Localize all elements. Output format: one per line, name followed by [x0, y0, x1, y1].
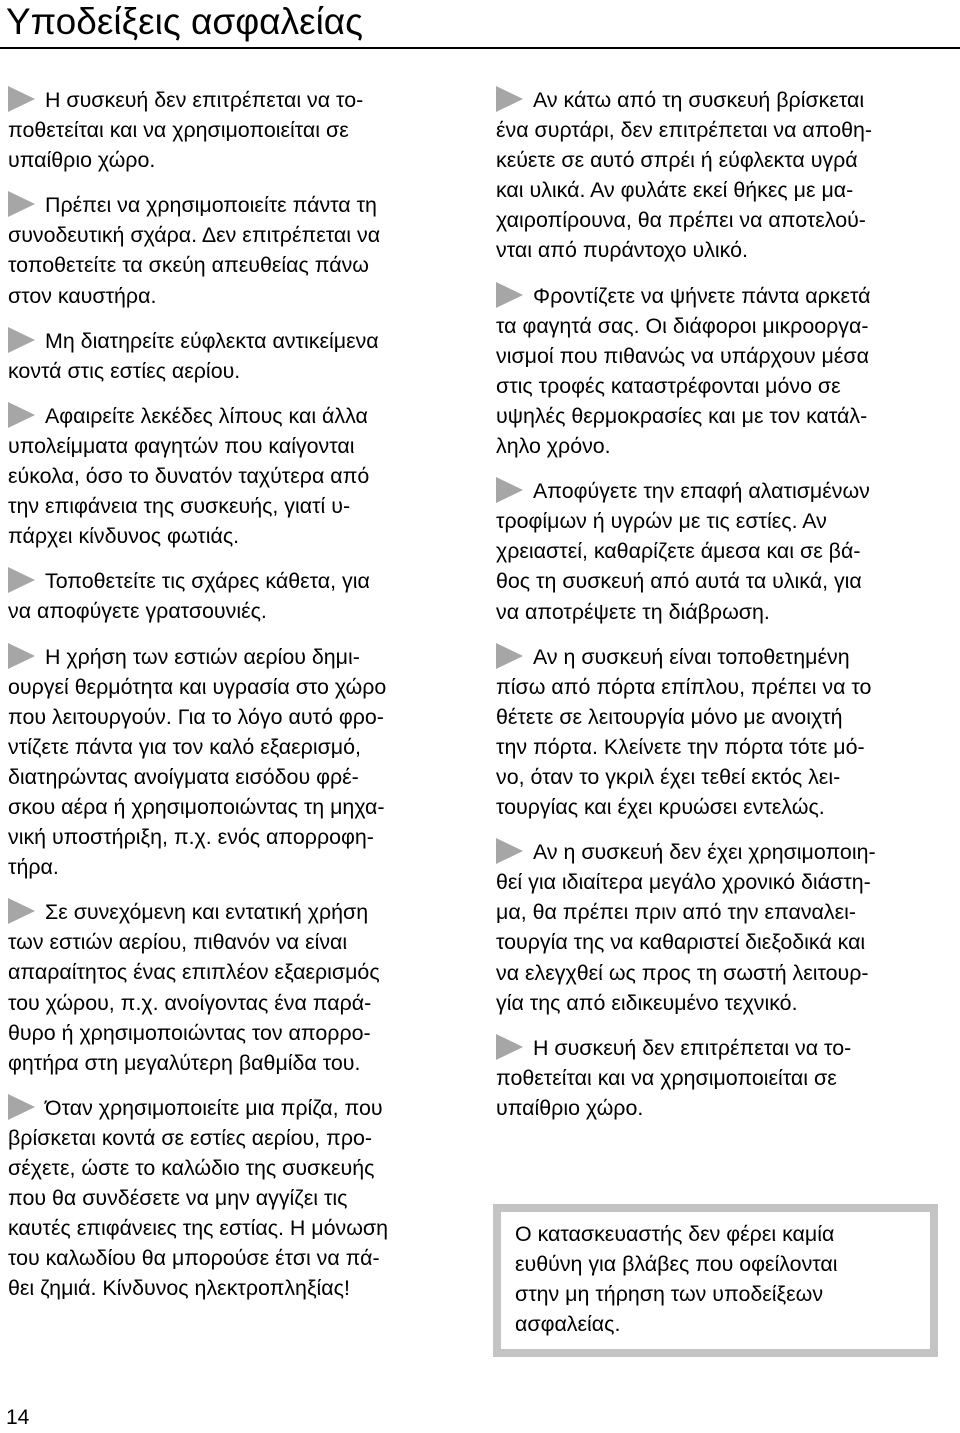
safety-item-text: Αποφύγετε την επαφή αλατισμένων τροφίμων ή υγρών με τις εστίες. Αν χρειαστεί, καθαρίζετε άμεσα και σε βά- θος τη συσκευή από αυτά τα υλικά, για να αποτρέψετε τη διάβρωση. — [496, 479, 870, 624]
safety-item-text: Φροντίζετε να ψήνετε πάντα αρκετά τα φαγητά σας. Οι διάφοροι μικροοργα- νισμοί που πιθανώς να υπάρχουν μέσα στις τροφές καταστρέφονται μόνο σε υψηλές θερμοκρασίες και με τον κατάλ- ληλο χρόνο. — [496, 283, 871, 459]
safety-item-text: Αν η συσκευή είναι τοποθετημένη πίσω από πόρτα επίπλου, πρέπει να το θέτετε σε λειτουργία μόνο με ανοιχτή την πόρτα. Κλείνετε την πόρτα τότε μό- νο, όταν το γκριλ έχει τεθεί εκτός λει- τουργίας και έχει κρυώσει εντελώς. — [496, 644, 872, 820]
manufacturer-liability-note: Ο κατασκευαστής δεν φέρει καμία ευθύνη για βλάβες που οφείλονται στην μη τήρηση των υποδείξεων ασφαλείας. — [493, 1204, 938, 1357]
arrow-right-icon — [8, 1094, 35, 1120]
safety-item-text: Πρέπει να χρησιμοποιείτε πάντα τη συνοδευτική σχάρα. Δεν επιτρέπεται να τοποθετείτε τα σκεύη απευθείας πάνω στον καυστήρα. — [8, 193, 381, 308]
arrow-right-icon — [8, 86, 35, 112]
safety-item-text: Αν κάτω από τη συσκευή βρίσκεται ένα συρτάρι, δεν επιτρέπεται να αποθη- κεύετε σε αυτό σπρέι ή εύφλεκτα υγρά και υλικά. Αν φυλάτε εκεί θήκες με μα- χαιροπίρουνα, θα πρέπει να αποτελού- νται από πυράντοχο υλικό. — [496, 88, 873, 263]
safety-item — [8, 566, 470, 626]
arrow-right-icon — [496, 282, 523, 308]
safety-item — [496, 837, 956, 1018]
safety-item-text: Αφαιρείτε λεκέδες λίπους και άλλα υπολείμματα φαγητών που καίγονται εύκολα, όσο το δυνατόν ταχύτερα από την επιφάνεια της συσκευής, γιατί υ- πάρχει κίνδυνος φωτιάς. — [8, 403, 370, 549]
arrow-right-icon — [496, 477, 523, 503]
safety-item — [8, 1093, 470, 1304]
arrow-right-icon — [8, 643, 35, 669]
safety-item — [8, 190, 470, 310]
safety-item-text: Η συσκευή δεν επιτρέπεται να το- ποθετείται και να χρησιμοποιείται σε υπαίθριο χώρο. — [496, 1035, 852, 1120]
arrow-right-icon — [8, 402, 35, 428]
safety-item-text: Σε συνεχόμενη και εντατική χρήση των εστιών αερίου, πιθανόν να είναι απαραίτητος ένας επιπλέον εξαερισμός του χώρου, π.χ. ανοίγοντας ένα παρά- θυρο ή χρησιμοποιώντας τον απορρο- φητήρα στη μεγαλύτερη βαθμίδα του. — [8, 900, 380, 1075]
safety-item — [496, 1033, 956, 1123]
page-number: 14 — [6, 1406, 30, 1429]
safety-item — [8, 326, 470, 386]
safety-item-text: Τοποθετείτε τις σχάρες κάθετα, για να αποφύγετε γρατσουνιές. — [8, 569, 370, 624]
safety-item-text: Η χρήση των εστιών αερίου δημι- ουργεί θερμότητα και υγρασία στο χώρο που λειτουργούν. Για το λόγο αυτό φρο- ντίζετε πάντα για τον καλό εξαερισμό, διατηρώντας ανοίγματα εισόδου φρέ- σκου αέρα ή χρησιμοποιώντας τη μηχα- νική υποστήριξη, π.χ. ενός απορροφη- τήρα. — [8, 644, 387, 880]
safety-item — [496, 476, 956, 626]
arrow-right-icon — [496, 86, 523, 112]
safety-item-text: Η συσκευή δεν επιτρέπεται να το- ποθετείται και να χρησιμοποιείται σε υπαίθριο χώρο. — [8, 88, 364, 173]
page-title: Υποδείξεις ασφαλείας — [6, 1, 364, 42]
arrow-right-icon — [8, 898, 35, 924]
right-column — [496, 85, 956, 1138]
left-column — [8, 85, 470, 1318]
safety-item-text: Όταν χρησιμοποιείτε μια πρίζα, που βρίσκεται κοντά σε εστίες αερίου, προ- σέχετε, ώστε το καλώδιο της συσκευής που θα συνδέσετε να μην αγγίζει τις καυτές επιφάνειες της εστίας. Η μόνωση του καλωδίου θα μπορούσε έτσι να πά- θει ζημιά. Κίνδυνος ηλεκτροπληξίας! — [8, 1095, 388, 1301]
arrow-right-icon — [496, 643, 523, 669]
safety-item — [8, 897, 470, 1078]
arrow-right-icon — [496, 838, 523, 864]
safety-item — [8, 642, 470, 883]
arrow-right-icon — [8, 191, 35, 217]
safety-item — [8, 85, 470, 175]
arrow-right-icon — [8, 327, 35, 353]
safety-item — [8, 401, 470, 551]
safety-item — [496, 85, 956, 266]
safety-item-text: Μη διατηρείτε εύφλεκτα αντικείμενα κοντά στις εστίες αερίου. — [8, 328, 379, 383]
safety-item — [496, 281, 956, 462]
arrow-right-icon — [496, 1034, 523, 1060]
safety-item — [496, 642, 956, 823]
title-divider — [0, 47, 960, 49]
arrow-right-icon — [8, 567, 35, 593]
safety-item-text: Αν η συσκευή δεν έχει χρησιμοποιη- θεί για ιδιαίτερα μεγάλο χρονικό διάστη- μα, θα πρέπει πριν από την επαναλει- τουργία της να καθαριστεί διεξοδικά και να ελεγχθεί ως προς τη σωστή λειτουρ- γία της από ειδικευμένο τεχνικό. — [496, 840, 876, 1015]
